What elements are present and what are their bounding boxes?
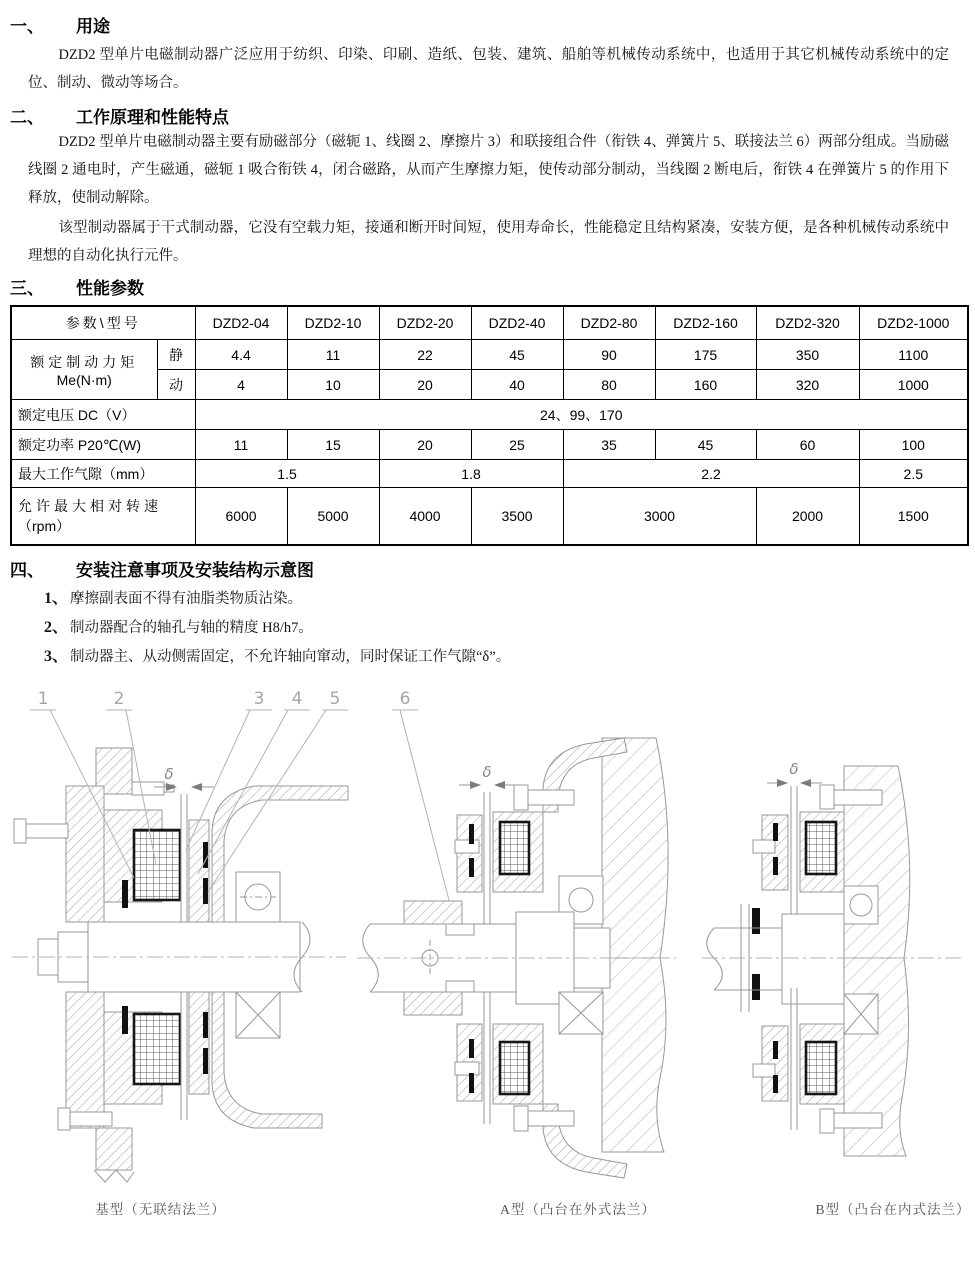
- section-4-number: 四、: [10, 561, 44, 580]
- table-cell: 1.8: [379, 460, 563, 488]
- table-cell: 40: [471, 370, 563, 400]
- table-cell: 175: [655, 340, 756, 370]
- table-cell: 1100: [859, 340, 968, 370]
- section-2-paragraph-2: 该型制动器属于干式制动器，它没有空载力矩，接通和断开时间短，使用寿命长，性能稳定且结构紧凑，安装方便，是各种机械传动系统中理想的自动化执行元件。: [28, 220, 949, 264]
- part-number-leaders: [38, 689, 411, 709]
- voltage-label-cell: 额定电压 DC（V）: [11, 400, 195, 430]
- table-cell: 35: [563, 430, 655, 460]
- table-cell: 4: [195, 370, 287, 400]
- figure-caption-basic: 基型（无联结法兰）: [95, 1202, 226, 1217]
- table-cell: 160: [655, 370, 756, 400]
- note-number: 3、: [44, 648, 69, 665]
- table-cell: 2000: [756, 488, 859, 546]
- table-cell: 45: [655, 430, 756, 460]
- header-cell-param-model: 参数\型号: [11, 306, 195, 340]
- figure-b-type: [702, 760, 962, 1156]
- table-cell: 90: [563, 340, 655, 370]
- table-cell: 25: [471, 430, 563, 460]
- table-cell: 100: [859, 430, 968, 460]
- delta-symbol: δ: [789, 760, 799, 778]
- leader-6: 6: [399, 689, 411, 709]
- note-text: 制动器主、从动侧需固定，不允许轴向窜动，同时保证工作气隙“δ”。: [70, 649, 511, 665]
- leader-2: 2: [113, 689, 125, 709]
- delta-symbol: δ: [482, 763, 492, 781]
- table-cell: 20: [379, 430, 471, 460]
- header-cell-model: DZD2-1000: [859, 306, 968, 340]
- voltage-value-cell: 24、99、170: [195, 400, 968, 430]
- note-text: 制动器配合的轴孔与轴的精度 H8/h7。: [70, 620, 313, 636]
- section-2-heading: [10, 103, 965, 128]
- dynamic-label-cell: 动: [157, 370, 195, 400]
- install-note-2: [44, 617, 965, 639]
- table-cell: 11: [195, 430, 287, 460]
- table-cell: 2.2: [563, 460, 859, 488]
- section-4-title: 安装注意事项及安装结构示意图: [76, 561, 314, 580]
- header-cell-model: DZD2-20: [379, 306, 471, 340]
- power-label-cell: 额定功率 P20℃(W): [11, 430, 195, 460]
- table-cell: 4000: [379, 488, 471, 546]
- installation-structure-diagrams: [10, 682, 971, 1242]
- table-row-max-speed: [11, 488, 968, 546]
- figure-a-type: [357, 738, 676, 1178]
- section-4-heading: [10, 556, 965, 581]
- section-2-title: 工作原理和性能特点: [76, 108, 229, 127]
- note-number: 2、: [44, 619, 69, 636]
- figure-basic-type: [12, 748, 348, 1182]
- speed-label-line2: （rpm）: [18, 518, 71, 534]
- table-cell: 6000: [195, 488, 287, 546]
- brake-cross-section-drawings: [10, 682, 967, 1194]
- table-row-air-gap: [11, 460, 968, 488]
- note-text: 摩擦副表面不得有油脂类物质沾染。: [70, 591, 302, 607]
- leader-5: 5: [329, 689, 341, 709]
- section-2-number: 二、: [10, 108, 44, 127]
- header-cell-model: DZD2-10: [287, 306, 379, 340]
- header-cell-model: DZD2-160: [655, 306, 756, 340]
- table-cell: 15: [287, 430, 379, 460]
- note-number: 1、: [44, 590, 69, 607]
- figure-caption-a-type: A型（凸台在外式法兰）: [500, 1202, 656, 1217]
- torque-label-line1: 额定制动力矩: [30, 353, 139, 370]
- header-cell-model: DZD2-04: [195, 306, 287, 340]
- table-row-static-torque: [11, 340, 968, 370]
- install-note-1: [44, 588, 965, 610]
- section-3-number: 三、: [10, 279, 44, 298]
- table-row-voltage: [11, 400, 968, 430]
- leader-4: 4: [291, 689, 303, 709]
- section-3-heading: [10, 274, 965, 299]
- table-cell: 22: [379, 340, 471, 370]
- table-cell: 80: [563, 370, 655, 400]
- table-cell: 1000: [859, 370, 968, 400]
- table-cell: 10: [287, 370, 379, 400]
- speed-label-cell: [11, 488, 195, 546]
- table-cell: 320: [756, 370, 859, 400]
- speed-label-line1: 允许最大相对转速: [18, 498, 162, 514]
- table-cell: 1.5: [195, 460, 379, 488]
- table-cell: 60: [756, 430, 859, 460]
- table-cell: 3500: [471, 488, 563, 546]
- table-cell: 2.5: [859, 460, 968, 488]
- section-3-title: 性能参数: [76, 279, 144, 298]
- figure-caption-b-type: B型（凸台在内式法兰）: [815, 1202, 971, 1217]
- section-1-title: 用途: [76, 17, 110, 36]
- header-cell-model: DZD2-40: [471, 306, 563, 340]
- delta-gap-dimension: [459, 763, 516, 785]
- gap-label-cell: 最大工作气隙（mm）: [11, 460, 195, 488]
- table-cell: 4.4: [195, 340, 287, 370]
- static-label-cell: 静: [157, 340, 195, 370]
- section-1-number: 一、: [10, 17, 44, 36]
- table-cell: 20: [379, 370, 471, 400]
- delta-symbol: δ: [164, 765, 174, 783]
- delta-gap-dimension: [767, 760, 822, 783]
- table-cell: 350: [756, 340, 859, 370]
- table-cell: 3000: [563, 488, 756, 546]
- leader-3: 3: [253, 689, 265, 709]
- header-cell-model: DZD2-320: [756, 306, 859, 340]
- header-cell-model: DZD2-80: [563, 306, 655, 340]
- table-row-power: [11, 430, 968, 460]
- section-1-paragraph: DZD2 型单片电磁制动器广泛应用于纺织、印染、印刷、造纸、包装、建筑、船舶等机械传动系统中，也适用于其它机械传动系统中的定位、制动、微动等场合。: [28, 47, 949, 91]
- table-cell: 11: [287, 340, 379, 370]
- table-header-row: [11, 306, 968, 340]
- table-cell: 1500: [859, 488, 968, 546]
- table-cell: 45: [471, 340, 563, 370]
- install-note-3: [44, 646, 965, 668]
- torque-label-line2: Me(N·m): [56, 371, 112, 388]
- torque-label-cell: [11, 340, 157, 400]
- leader-1: 1: [37, 689, 49, 709]
- table-cell: 5000: [287, 488, 379, 546]
- section-1-heading: [10, 12, 965, 37]
- performance-parameter-table: [10, 305, 969, 546]
- section-2-paragraph-1: DZD2 型单片电磁制动器主要有励磁部分（磁轭 1、线圈 2、摩擦片 3）和联接组合件（衔铁 4、弹簧片 5、联接法兰 6）两部分组成。当励磁线圈 2 通电时，产生磁通，磁轭 1 吸合衔铁 4，闭合磁路，从而产生摩擦力矩，使传动部分制动，当线圈 2 断电后，衔铁 4 在弹簧片 5 的作用下释放，使制动解除。: [28, 134, 949, 206]
